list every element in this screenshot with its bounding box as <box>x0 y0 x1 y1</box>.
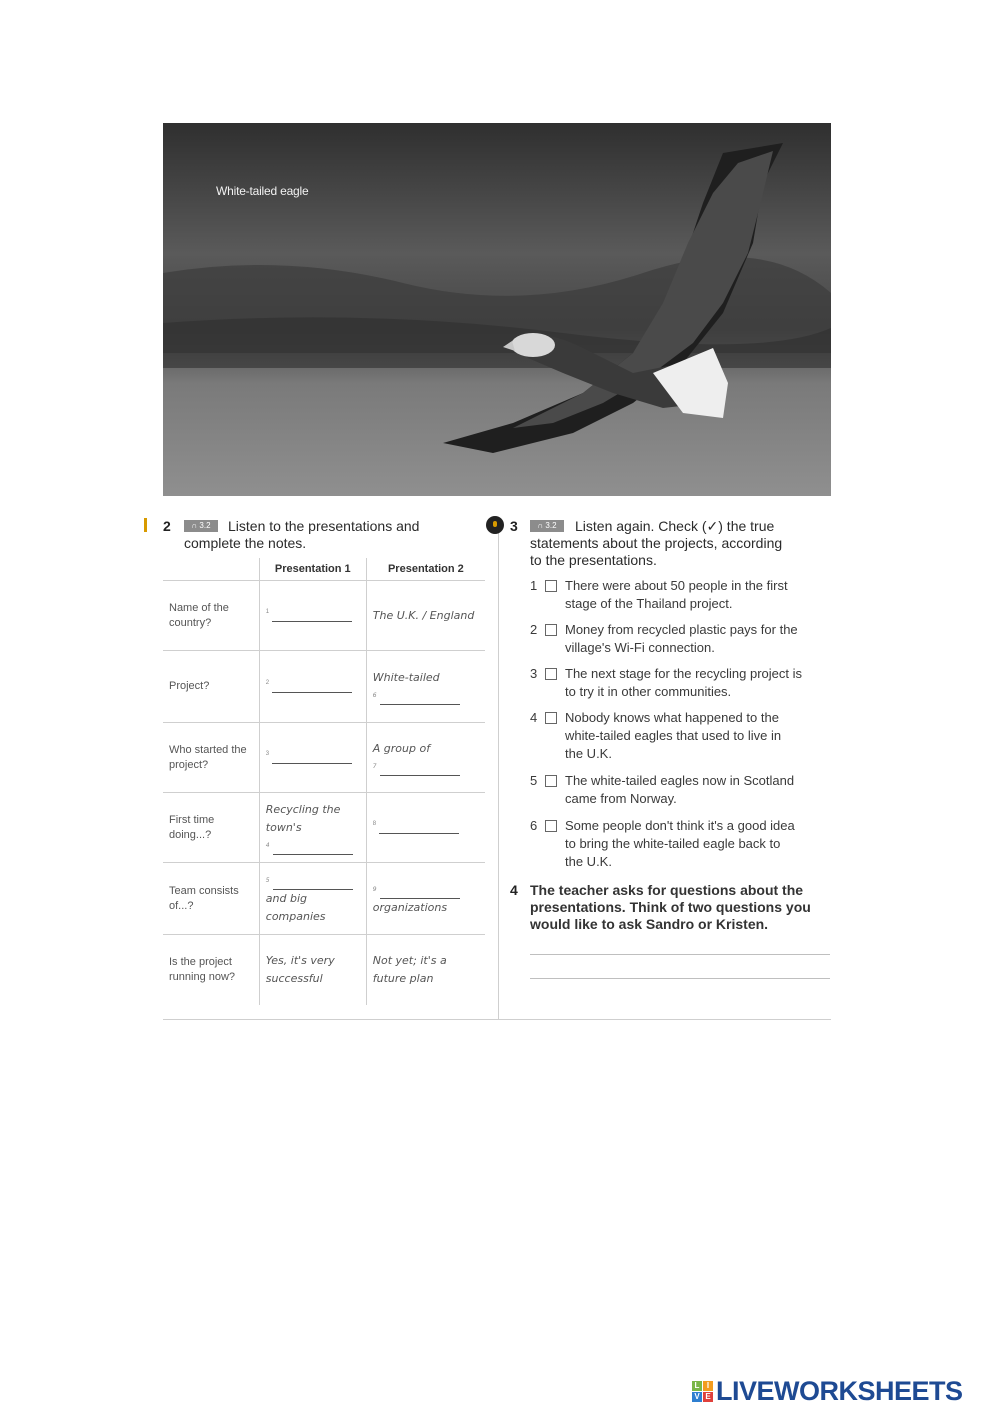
statement-line2: to bring the white-tailed eagle back to <box>565 836 781 851</box>
answer-blank[interactable] <box>380 886 460 899</box>
row-p1-cell <box>259 651 366 723</box>
logo-letter-v: V <box>692 1392 702 1402</box>
answer-blank[interactable] <box>272 609 352 622</box>
blank-number: 8 <box>372 821 377 827</box>
table-row <box>163 723 485 793</box>
column-divider <box>498 520 499 1020</box>
exercise-4-line1: The teacher asks for questions about the <box>530 882 804 898</box>
statement-line1: Nobody knows what happened to the <box>565 710 779 725</box>
answer-blank[interactable] <box>380 763 460 776</box>
logo-letter-l: L <box>692 1381 702 1391</box>
row-p2-cell <box>366 863 485 935</box>
statement-line1: There were about 50 people in the first <box>565 578 788 593</box>
statement-line3: the U.K. <box>565 854 612 869</box>
statement-line1: The white-tailed eagles now in Scotland <box>565 773 795 788</box>
statement-line2: came from Norway. <box>565 791 677 806</box>
check-box[interactable] <box>545 580 557 592</box>
row-question: Who started the project? <box>163 723 259 793</box>
row-p2-text: organizations <box>372 900 448 914</box>
blank-number: 1 <box>265 609 270 615</box>
audio-track-icon[interactable]: ∩ 3.2 <box>184 520 218 532</box>
statement-line1: The next stage for the recycling project is <box>565 666 803 681</box>
row-p2-cell <box>366 651 485 723</box>
statement-item <box>530 817 830 871</box>
statement-line1: Money from recycled plastic pays for the <box>565 622 798 637</box>
statement-number: 2 <box>530 622 538 637</box>
answer-blank[interactable] <box>272 680 352 693</box>
statement-number: 4 <box>530 710 538 725</box>
check-box[interactable] <box>545 624 557 636</box>
row-p1-text: Recycling the town's <box>265 802 341 834</box>
blank-number: 2 <box>265 680 270 686</box>
check-box[interactable] <box>545 775 557 787</box>
exercise-3-instruction-line2: statements about the projects, according <box>530 535 783 551</box>
audio-track-icon[interactable]: ∩ 3.2 <box>530 520 564 532</box>
blank-number: 5 <box>265 876 270 884</box>
row-p1-text: Yes, it's very successful <box>259 935 366 1005</box>
check-box[interactable] <box>545 820 557 832</box>
statement-number: 5 <box>530 773 538 788</box>
lightbulb-icon <box>486 516 504 534</box>
row-question: Is the project running now? <box>169 955 236 983</box>
statement-item <box>530 709 830 763</box>
check-box[interactable] <box>545 668 557 680</box>
photo-caption: White-tailed eagle <box>216 184 309 198</box>
table-header-presentation-2: Presentation 2 <box>366 558 485 581</box>
logo-letter-i: I <box>703 1381 713 1391</box>
row-p2-cell <box>366 723 485 793</box>
row-p2-cell <box>366 793 485 863</box>
table-row <box>163 863 485 935</box>
answer-blank[interactable] <box>273 877 353 890</box>
statement-item <box>530 621 830 657</box>
table-header-presentation-1: Presentation 1 <box>259 558 366 581</box>
statement-line2: village's Wi-Fi connection. <box>565 640 715 655</box>
statement-item <box>530 665 830 701</box>
table-row <box>163 581 485 651</box>
logo-text: LIVEWORKSHEETS <box>716 1375 963 1406</box>
blank-number: 6 <box>372 691 377 699</box>
liveworksheets-logo[interactable] <box>692 1376 963 1406</box>
blank-number: 9 <box>372 885 377 893</box>
exercise-2-instruction-line2: complete the notes. <box>184 535 307 551</box>
answer-line-2[interactable] <box>530 978 830 979</box>
exercise-4-number: 4 <box>510 882 518 898</box>
row-p2-text: The U.K. / England <box>366 581 485 651</box>
statement-line1: Some people don't think it's a good idea <box>565 818 795 833</box>
statement-line3: the U.K. <box>565 746 612 761</box>
row-p1-cell <box>259 581 366 651</box>
row-p1-text: and big companies <box>265 891 326 923</box>
statement-number: 3 <box>530 666 538 681</box>
table-row <box>163 935 485 1005</box>
blank-number: 3 <box>265 751 270 757</box>
statement-item <box>530 577 830 613</box>
answer-blank[interactable] <box>272 751 352 764</box>
blank-number: 4 <box>265 841 270 849</box>
eagle-illustration <box>163 123 831 496</box>
statement-line2: white-tailed eagles that used to live in <box>565 728 782 743</box>
logo-mark-icon <box>692 1381 713 1402</box>
row-p1-cell <box>259 723 366 793</box>
notes-table <box>163 558 485 1005</box>
answer-blank[interactable] <box>379 821 459 834</box>
row-p1-cell <box>259 863 366 935</box>
exercise-4-line2: presentations. Think of two questions you <box>530 899 811 915</box>
table-header-empty <box>163 558 259 581</box>
row-question: Project? <box>163 651 259 723</box>
exercise-2-instruction-line1: Listen to the presentations and <box>228 518 420 534</box>
eagle-photo <box>163 123 831 496</box>
logo-letter-e: E <box>703 1392 713 1402</box>
statement-item <box>530 772 830 808</box>
statement-line2: to try it in other communities. <box>565 684 732 699</box>
answer-line-1[interactable] <box>530 954 830 955</box>
exercise-4-line3: would like to ask Sandro or Kristen. <box>530 916 769 932</box>
row-p1-cell <box>259 793 366 863</box>
table-row <box>163 793 485 863</box>
row-question: First time doing...? <box>163 793 259 863</box>
exercise-3-instruction-line1: Listen again. Check (✓) the true <box>575 518 775 534</box>
left-margin-marker <box>144 518 147 532</box>
check-box[interactable] <box>545 712 557 724</box>
statement-number: 6 <box>530 818 538 833</box>
exercise-2-number: 2 <box>163 518 171 534</box>
blank-number: 7 <box>372 762 377 770</box>
row-question: Team consists of...? <box>163 863 259 935</box>
statement-line2: stage of the Thailand project. <box>565 596 733 611</box>
row-p2-text: Not yet; it's a future plan <box>366 935 485 1005</box>
row-p2-text: A group of <box>372 741 431 755</box>
answer-blank[interactable] <box>380 692 460 705</box>
answer-blank[interactable] <box>273 842 353 855</box>
exercise-3-instruction-line3: to the presentations. <box>530 552 657 568</box>
bottom-divider <box>163 1019 831 1020</box>
exercise-3-number: 3 <box>510 518 518 534</box>
statement-number: 1 <box>530 578 538 593</box>
row-question: Name of the country? <box>163 581 259 651</box>
row-p2-text: White-tailed <box>372 670 440 684</box>
table-row <box>163 651 485 723</box>
